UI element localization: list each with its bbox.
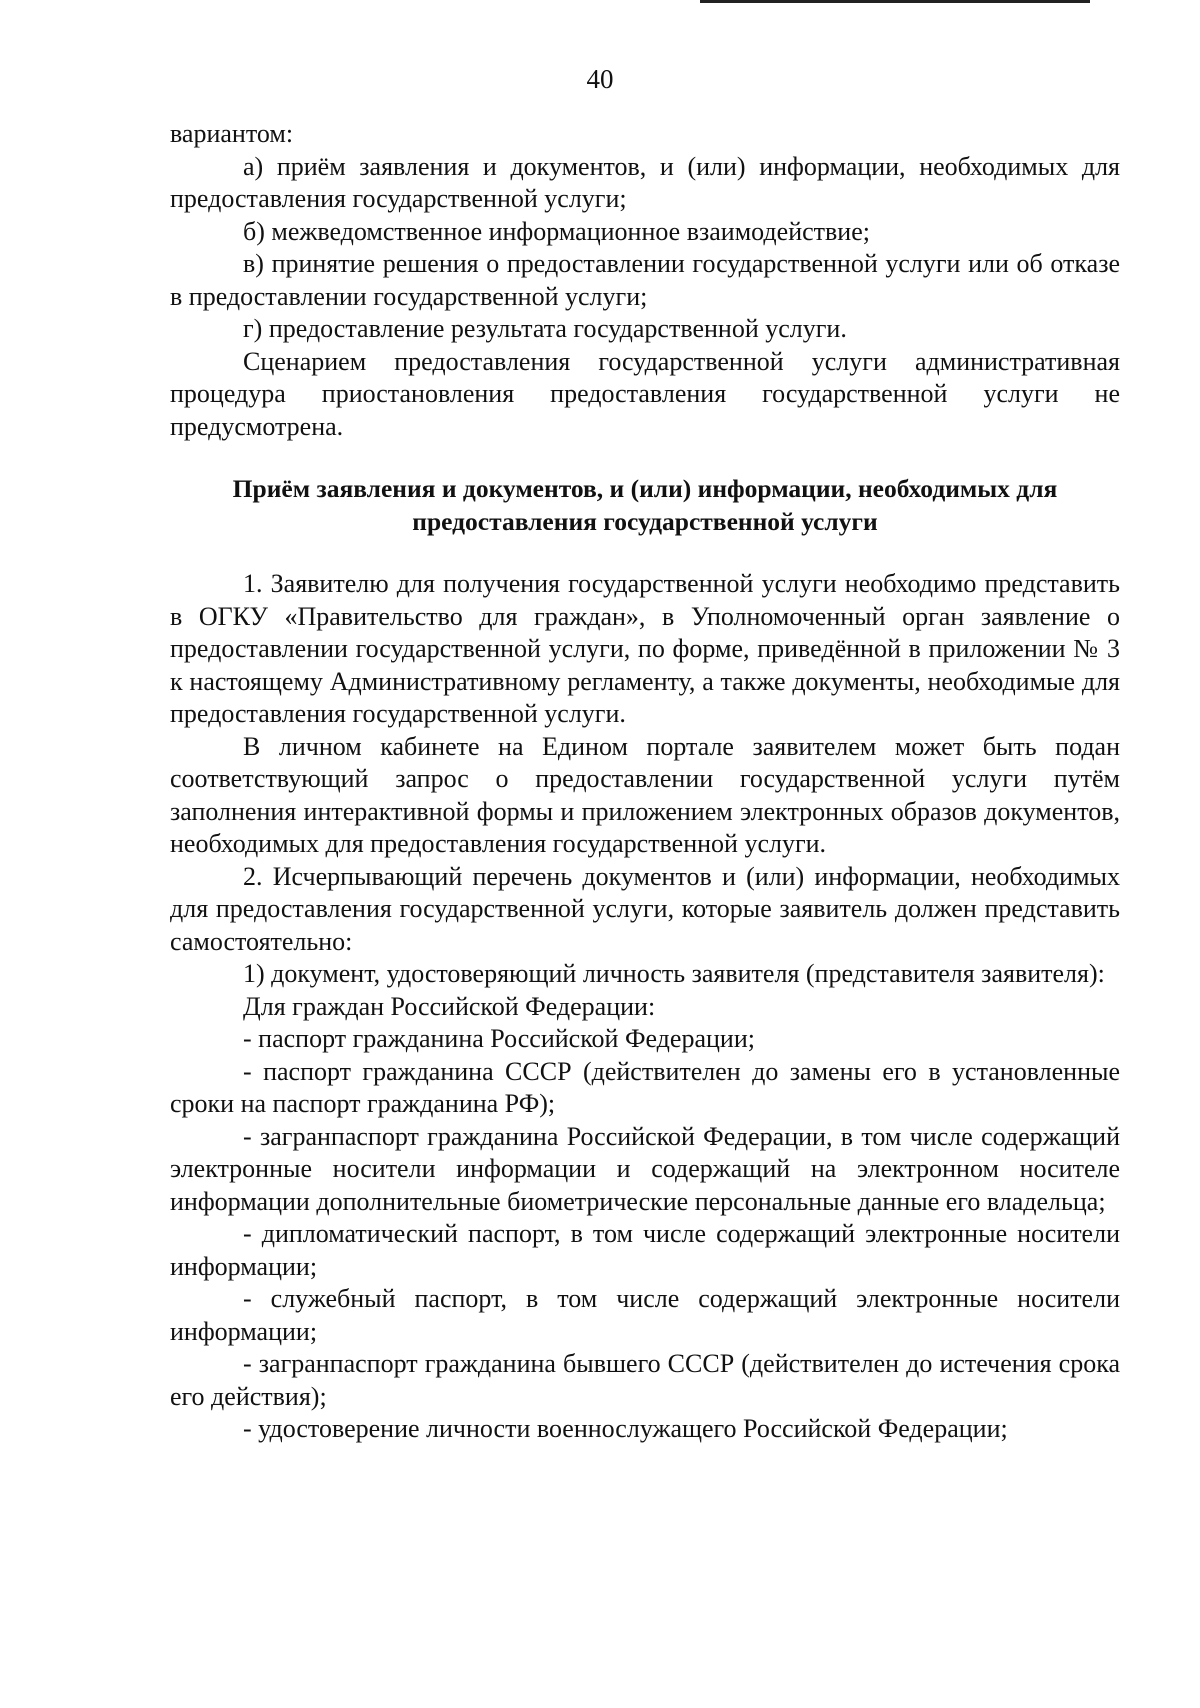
list-item-b: б) межведомственное информационное взаимодействие; xyxy=(243,216,870,246)
list-item-1: 1) документ, удостоверяющий личность заявителя (представителя заявителя): xyxy=(243,959,1105,988)
paragraph-2: 2. Исчерпывающий перечень документов и (или) информации, необходимых для предоставления государственной услуги, которые заявитель должен представить самостоятельно: xyxy=(170,861,1120,956)
subheading-citizens: Для граждан Российской Федерации: xyxy=(243,991,656,1021)
bullet-foreign-passport-ussr: - загранпаспорт гражданина бывшего СССР (действителен до истечения срока его действия); xyxy=(170,1349,1120,1411)
bullet-foreign-passport-rf: - загранпаспорт гражданина Российской Федерации, в том числе содержащий электронные носители информации и содержащий на электронном носителе информации дополнительные биометрические персональные данные его владельца; xyxy=(170,1121,1120,1216)
paragraph-scenario: Сценарием предоставления государственной услуги административная процедура приостановления предоставления государственной услуги не предусмотрена. xyxy=(170,346,1120,441)
paragraph-continuation: вариантом: xyxy=(170,119,294,148)
paragraph-1: 1. Заявителю для получения государственной услуги необходимо представить в ОГКУ «Правительство для граждан», в Уполномоченный орган заявление о предоставлении государственной услуги, по форме, приведённой в приложении № 3 к настоящему Административному регламенту, а также документы, необходимые для предоставления государственной услуги. xyxy=(170,569,1120,728)
page-number: 40 xyxy=(586,64,614,94)
list-item-v: в) принятие решения о предоставлении государственной услуги или об отказе в предоставлении государственной услуги; xyxy=(170,249,1120,311)
paragraph-personal-cabinet: В личном кабинете на Едином портале заявителем может быть подан соответствующий запрос о предоставлении государственной услуги путём заполнения интерактивной формы и приложением электронных образов документов, необходимых для предоставления государственной услуги. xyxy=(170,731,1120,858)
document-body xyxy=(170,118,1120,1446)
bullet-passport-rf: - паспорт гражданина Российской Федерации; xyxy=(243,1024,755,1053)
bullet-diplomatic-passport: - дипломатический паспорт, в том числе содержащий электронные носители информации; xyxy=(170,1219,1120,1281)
bullet-passport-ussr: - паспорт гражданина СССР (действителен до замены его в установленные сроки на паспорт гражданина РФ); xyxy=(170,1056,1120,1118)
scan-edge-line xyxy=(700,0,1090,3)
bullet-military-id: - удостоверение личности военнослужащего Российской Федерации; xyxy=(243,1414,1008,1443)
list-item-a: а) приём заявления и документов, и (или) информации, необходимых для предоставления государственной услуги; xyxy=(170,151,1120,213)
bullet-service-passport: - служебный паспорт, в том числе содержащий электронные носители информации; xyxy=(170,1284,1120,1346)
section-heading: Приём заявления и документов, и (или) информации, необходимых для предоставления государственной услуги xyxy=(232,474,1058,536)
list-item-g: г) предоставление результата государственной услуги. xyxy=(243,314,847,343)
